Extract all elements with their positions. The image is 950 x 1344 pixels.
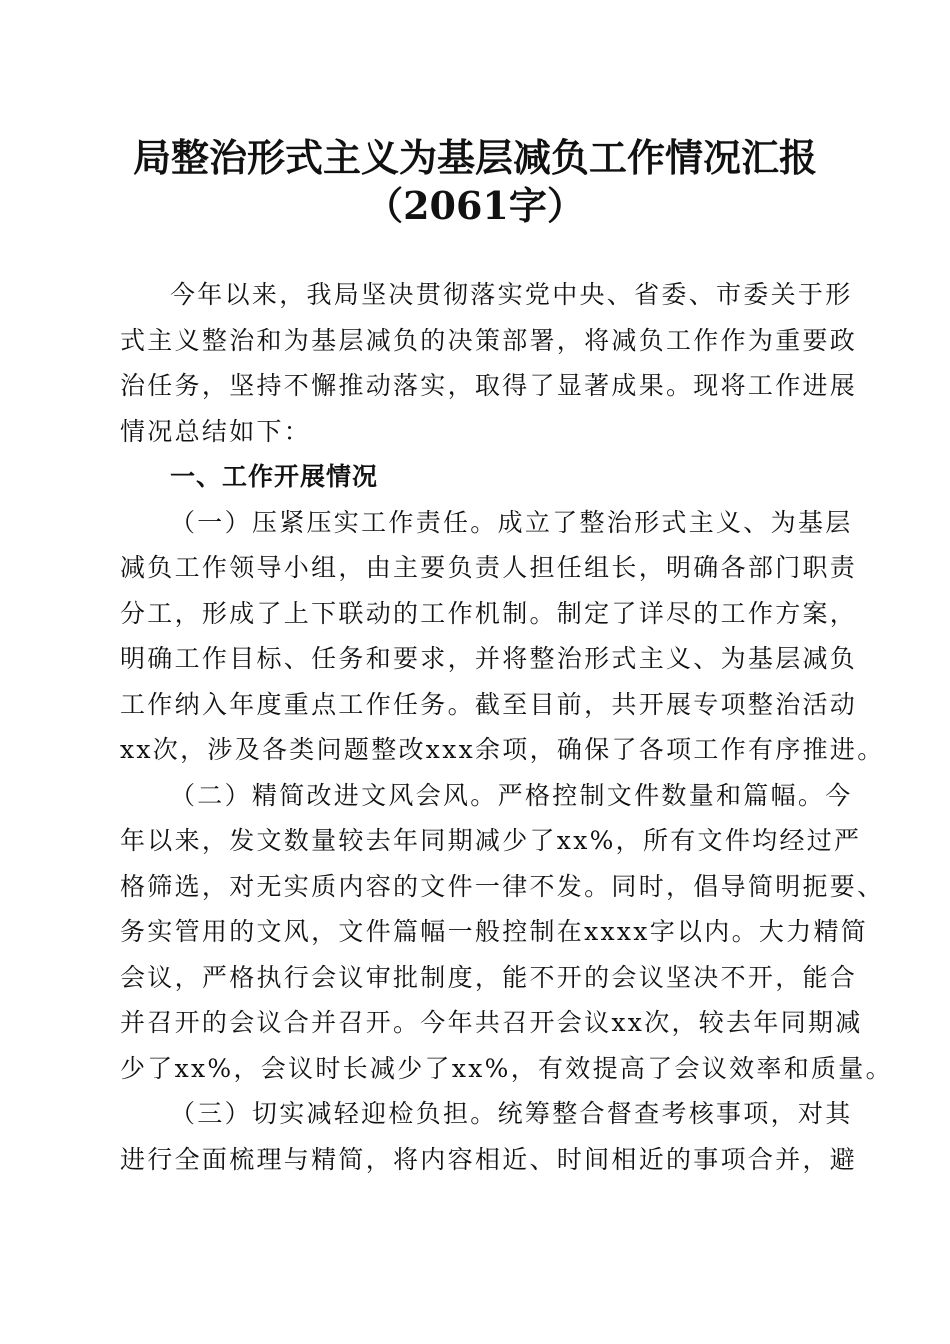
paragraph-3-line-1: （三）切实减轻迎检负担。统筹整合督查考核事项，对其 xyxy=(170,1099,853,1128)
document-title: 局整治形式主义为基层减负工作情况汇报 xyxy=(132,135,817,180)
paragraph-1-line-1: （一）压紧压实工作责任。成立了整治形式主义、为基层 xyxy=(170,507,853,537)
paragraph-2-line-5: 会议，严格执行会议审批制度，能不开的会议坚决不开，能合 xyxy=(120,962,858,992)
intro-line-3: 治任务，坚持不懈推动落实，取得了显著成果。现将工作进展 xyxy=(120,371,858,400)
paragraph-1-line-3: 分工，形成了上下联动的工作机制。制定了详尽的工作方案， xyxy=(120,598,858,628)
section-heading-1: 一、工作开展情况 xyxy=(170,462,379,491)
paragraph-3-line-2: 进行全面梳理与精简，将内容相近、时间相近的事项合并，避 xyxy=(120,1144,858,1174)
paragraph-2-line-7: 少了xx%，会议时长减少了xx%，有效提高了会议效率和质量。 xyxy=(120,1053,893,1083)
paragraph-1-line-2: 减负工作领导小组，由主要负责人担任组长，明确各部门职责 xyxy=(120,553,858,582)
document-subtitle: （2061字） xyxy=(365,183,585,228)
paragraph-2-line-2: 年以来，发文数量较去年同期减少了xx%，所有文件均经过严 xyxy=(120,826,862,855)
paragraph-1-line-4: 明确工作目标、任务和要求，并将整治形式主义、为基层减负 xyxy=(120,644,858,673)
paragraph-1-line-6: xx次，涉及各类问题整改xxx余项，确保了各项工作有序推进。 xyxy=(120,735,885,764)
paragraph-2-line-4: 务实管用的文风，文件篇幅一般控制在xxxx字以内。大力精简 xyxy=(120,917,869,946)
intro-line-1: 今年以来，我局坚决贯彻落实党中央、省委、市委关于形 xyxy=(170,280,853,309)
document-body xyxy=(120,272,893,1182)
intro-line-4: 情况总结如下： xyxy=(120,416,312,446)
paragraph-2-line-6: 并召开的会议合并召开。今年共召开会议xx次，较去年同期减 xyxy=(120,1008,863,1037)
paragraph-2-line-1: （二）精简改进文风会风。严格控制文件数量和篇幅。今 xyxy=(170,780,853,810)
intro-line-2: 式主义整治和为基层减负的决策部署，将减负工作作为重要政 xyxy=(120,325,858,355)
paragraph-2-line-3: 格筛选，对无实质内容的文件一律不发。同时，倡导简明扼要、 xyxy=(120,871,885,901)
paragraph-1-line-5: 工作纳入年度重点工作任务。截至目前，共开展专项整治活动 xyxy=(120,689,858,719)
